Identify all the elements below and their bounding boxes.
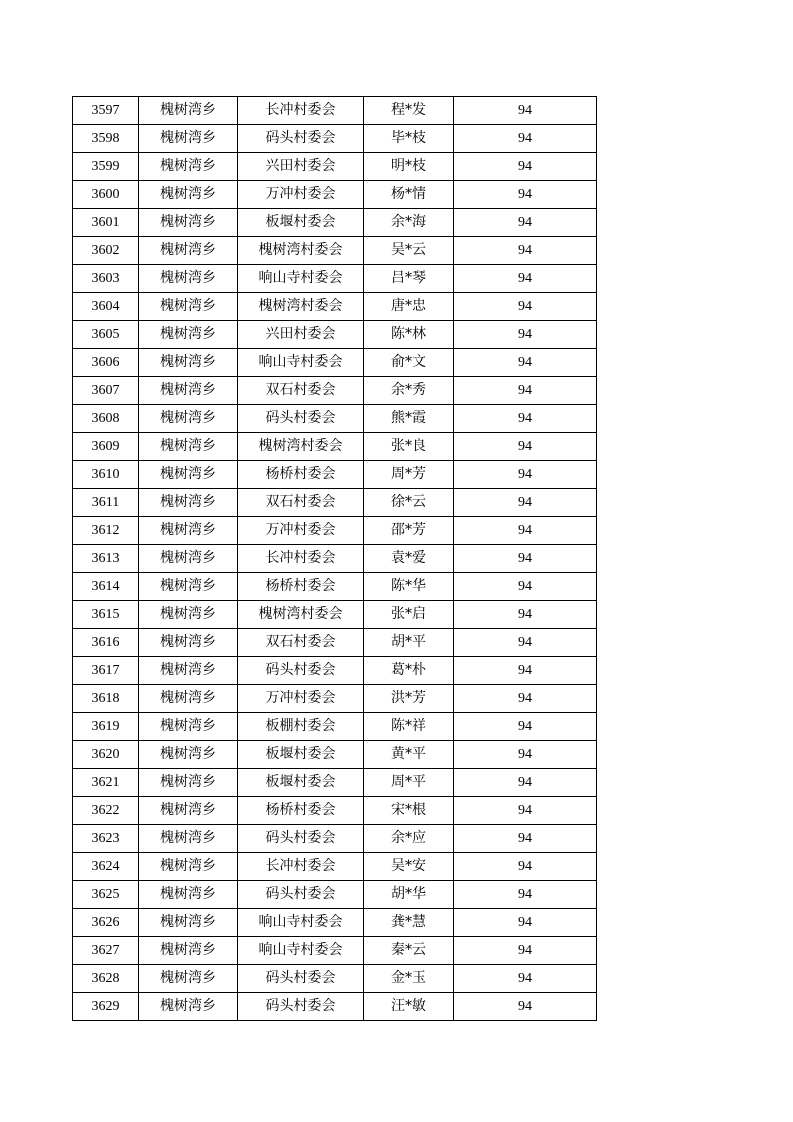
village-committee-cell: 码头村委会 [238, 881, 364, 909]
score-cell: 94 [454, 573, 597, 601]
township-cell: 槐树湾乡 [139, 153, 238, 181]
township-cell: 槐树湾乡 [139, 433, 238, 461]
township-cell: 槐树湾乡 [139, 517, 238, 545]
village-committee-cell: 板堰村委会 [238, 769, 364, 797]
row-number-cell: 3597 [73, 97, 139, 125]
row-number-cell: 3626 [73, 909, 139, 937]
village-committee-cell: 响山寺村委会 [238, 265, 364, 293]
row-number-cell: 3611 [73, 489, 139, 517]
person-name-cell: 龚*慧 [364, 909, 454, 937]
person-name-cell: 陈*祥 [364, 713, 454, 741]
table-row [73, 545, 597, 573]
person-name-cell: 袁*爱 [364, 545, 454, 573]
township-cell: 槐树湾乡 [139, 377, 238, 405]
score-cell: 94 [454, 153, 597, 181]
village-committee-cell: 板堰村委会 [238, 209, 364, 237]
score-cell: 94 [454, 461, 597, 489]
row-number-cell: 3615 [73, 601, 139, 629]
row-number-cell: 3606 [73, 349, 139, 377]
score-cell: 94 [454, 601, 597, 629]
table-row [73, 405, 597, 433]
row-number-cell: 3598 [73, 125, 139, 153]
township-cell: 槐树湾乡 [139, 965, 238, 993]
table-row [73, 881, 597, 909]
township-cell: 槐树湾乡 [139, 825, 238, 853]
row-number-cell: 3627 [73, 937, 139, 965]
score-cell: 94 [454, 237, 597, 265]
village-committee-cell: 码头村委会 [238, 965, 364, 993]
row-number-cell: 3628 [73, 965, 139, 993]
village-committee-cell: 杨桥村委会 [238, 573, 364, 601]
township-cell: 槐树湾乡 [139, 237, 238, 265]
village-committee-cell: 码头村委会 [238, 405, 364, 433]
person-name-cell: 徐*云 [364, 489, 454, 517]
township-cell: 槐树湾乡 [139, 741, 238, 769]
village-committee-cell: 响山寺村委会 [238, 349, 364, 377]
row-number-cell: 3623 [73, 825, 139, 853]
row-number-cell: 3600 [73, 181, 139, 209]
table-row [73, 797, 597, 825]
score-cell: 94 [454, 405, 597, 433]
township-cell: 槐树湾乡 [139, 881, 238, 909]
village-committee-cell: 码头村委会 [238, 657, 364, 685]
table-row [73, 237, 597, 265]
row-number-cell: 3599 [73, 153, 139, 181]
table-row [73, 293, 597, 321]
row-number-cell: 3612 [73, 517, 139, 545]
table-row [73, 97, 597, 125]
score-cell: 94 [454, 433, 597, 461]
person-name-cell: 程*发 [364, 97, 454, 125]
person-name-cell: 毕*枝 [364, 125, 454, 153]
person-name-cell: 黄*平 [364, 741, 454, 769]
village-committee-cell: 兴田村委会 [238, 153, 364, 181]
person-name-cell: 葛*朴 [364, 657, 454, 685]
row-number-cell: 3621 [73, 769, 139, 797]
person-name-cell: 金*玉 [364, 965, 454, 993]
person-name-cell: 汪*敏 [364, 993, 454, 1021]
row-number-cell: 3629 [73, 993, 139, 1021]
score-cell: 94 [454, 657, 597, 685]
person-name-cell: 余*海 [364, 209, 454, 237]
village-committee-cell: 码头村委会 [238, 993, 364, 1021]
village-committee-cell: 槐树湾村委会 [238, 237, 364, 265]
township-cell: 槐树湾乡 [139, 489, 238, 517]
person-name-cell: 余*秀 [364, 377, 454, 405]
village-committee-cell: 板堰村委会 [238, 741, 364, 769]
township-cell: 槐树湾乡 [139, 349, 238, 377]
score-cell: 94 [454, 97, 597, 125]
person-name-cell: 周*芳 [364, 461, 454, 489]
table-row [73, 125, 597, 153]
score-cell: 94 [454, 685, 597, 713]
township-cell: 槐树湾乡 [139, 797, 238, 825]
township-cell: 槐树湾乡 [139, 545, 238, 573]
table-row [73, 321, 597, 349]
table-row [73, 181, 597, 209]
township-cell: 槐树湾乡 [139, 265, 238, 293]
row-number-cell: 3609 [73, 433, 139, 461]
township-cell: 槐树湾乡 [139, 125, 238, 153]
score-cell: 94 [454, 517, 597, 545]
township-cell: 槐树湾乡 [139, 321, 238, 349]
township-cell: 槐树湾乡 [139, 909, 238, 937]
data-table [72, 96, 597, 1021]
score-cell: 94 [454, 489, 597, 517]
person-name-cell: 张*启 [364, 601, 454, 629]
score-cell: 94 [454, 265, 597, 293]
village-committee-cell: 板棚村委会 [238, 713, 364, 741]
person-name-cell: 周*平 [364, 769, 454, 797]
table-row [73, 377, 597, 405]
person-name-cell: 胡*华 [364, 881, 454, 909]
township-cell: 槐树湾乡 [139, 993, 238, 1021]
person-name-cell: 熊*霞 [364, 405, 454, 433]
row-number-cell: 3620 [73, 741, 139, 769]
village-committee-cell: 槐树湾村委会 [238, 293, 364, 321]
score-cell: 94 [454, 545, 597, 573]
table-row [73, 573, 597, 601]
table-row [73, 909, 597, 937]
table-row [73, 489, 597, 517]
score-cell: 94 [454, 293, 597, 321]
village-committee-cell: 杨桥村委会 [238, 797, 364, 825]
table-row [73, 741, 597, 769]
village-committee-cell: 长冲村委会 [238, 545, 364, 573]
table-row [73, 713, 597, 741]
person-name-cell: 陈*林 [364, 321, 454, 349]
score-cell: 94 [454, 713, 597, 741]
township-cell: 槐树湾乡 [139, 209, 238, 237]
table-row [73, 153, 597, 181]
table-row [73, 937, 597, 965]
table-body [73, 97, 597, 1021]
township-cell: 槐树湾乡 [139, 657, 238, 685]
table-row [73, 209, 597, 237]
table-row [73, 349, 597, 377]
village-committee-cell: 码头村委会 [238, 825, 364, 853]
person-name-cell: 明*枝 [364, 153, 454, 181]
table-row [73, 657, 597, 685]
row-number-cell: 3604 [73, 293, 139, 321]
village-committee-cell: 兴田村委会 [238, 321, 364, 349]
score-cell: 94 [454, 881, 597, 909]
township-cell: 槐树湾乡 [139, 685, 238, 713]
person-name-cell: 张*良 [364, 433, 454, 461]
row-number-cell: 3603 [73, 265, 139, 293]
score-cell: 94 [454, 769, 597, 797]
village-committee-cell: 响山寺村委会 [238, 937, 364, 965]
table-row [73, 769, 597, 797]
person-name-cell: 洪*芳 [364, 685, 454, 713]
township-cell: 槐树湾乡 [139, 293, 238, 321]
score-cell: 94 [454, 825, 597, 853]
village-committee-cell: 杨桥村委会 [238, 461, 364, 489]
row-number-cell: 3614 [73, 573, 139, 601]
township-cell: 槐树湾乡 [139, 573, 238, 601]
row-number-cell: 3625 [73, 881, 139, 909]
person-name-cell: 余*应 [364, 825, 454, 853]
row-number-cell: 3616 [73, 629, 139, 657]
township-cell: 槐树湾乡 [139, 853, 238, 881]
township-cell: 槐树湾乡 [139, 937, 238, 965]
person-name-cell: 唐*忠 [364, 293, 454, 321]
table-row [73, 853, 597, 881]
row-number-cell: 3601 [73, 209, 139, 237]
row-number-cell: 3622 [73, 797, 139, 825]
person-name-cell: 俞*文 [364, 349, 454, 377]
table-row [73, 517, 597, 545]
row-number-cell: 3624 [73, 853, 139, 881]
township-cell: 槐树湾乡 [139, 629, 238, 657]
township-cell: 槐树湾乡 [139, 461, 238, 489]
person-name-cell: 吕*琴 [364, 265, 454, 293]
score-cell: 94 [454, 321, 597, 349]
village-committee-cell: 万冲村委会 [238, 685, 364, 713]
row-number-cell: 3610 [73, 461, 139, 489]
village-committee-cell: 槐树湾村委会 [238, 601, 364, 629]
score-cell: 94 [454, 909, 597, 937]
village-committee-cell: 万冲村委会 [238, 517, 364, 545]
score-cell: 94 [454, 937, 597, 965]
score-cell: 94 [454, 349, 597, 377]
score-cell: 94 [454, 377, 597, 405]
township-cell: 槐树湾乡 [139, 405, 238, 433]
village-committee-cell: 双石村委会 [238, 629, 364, 657]
row-number-cell: 3617 [73, 657, 139, 685]
person-name-cell: 胡*平 [364, 629, 454, 657]
person-name-cell: 吴*安 [364, 853, 454, 881]
township-cell: 槐树湾乡 [139, 601, 238, 629]
table-row [73, 993, 597, 1021]
table-row [73, 825, 597, 853]
table-row [73, 629, 597, 657]
table-row [73, 461, 597, 489]
table-row [73, 601, 597, 629]
row-number-cell: 3619 [73, 713, 139, 741]
table-row [73, 433, 597, 461]
person-name-cell: 秦*云 [364, 937, 454, 965]
score-cell: 94 [454, 629, 597, 657]
village-committee-cell: 槐树湾村委会 [238, 433, 364, 461]
person-name-cell: 宋*根 [364, 797, 454, 825]
township-cell: 槐树湾乡 [139, 181, 238, 209]
person-name-cell: 杨*情 [364, 181, 454, 209]
score-cell: 94 [454, 181, 597, 209]
village-committee-cell: 长冲村委会 [238, 853, 364, 881]
village-committee-cell: 双石村委会 [238, 489, 364, 517]
village-committee-cell: 码头村委会 [238, 125, 364, 153]
table-row [73, 265, 597, 293]
person-name-cell: 邵*芳 [364, 517, 454, 545]
score-cell: 94 [454, 853, 597, 881]
row-number-cell: 3607 [73, 377, 139, 405]
row-number-cell: 3618 [73, 685, 139, 713]
township-cell: 槐树湾乡 [139, 769, 238, 797]
score-cell: 94 [454, 965, 597, 993]
person-name-cell: 吴*云 [364, 237, 454, 265]
row-number-cell: 3613 [73, 545, 139, 573]
row-number-cell: 3605 [73, 321, 139, 349]
village-committee-cell: 长冲村委会 [238, 97, 364, 125]
person-name-cell: 陈*华 [364, 573, 454, 601]
score-cell: 94 [454, 209, 597, 237]
row-number-cell: 3602 [73, 237, 139, 265]
score-cell: 94 [454, 125, 597, 153]
township-cell: 槐树湾乡 [139, 97, 238, 125]
score-cell: 94 [454, 741, 597, 769]
table-row [73, 685, 597, 713]
village-committee-cell: 万冲村委会 [238, 181, 364, 209]
score-cell: 94 [454, 993, 597, 1021]
village-committee-cell: 双石村委会 [238, 377, 364, 405]
township-cell: 槐树湾乡 [139, 713, 238, 741]
table-row [73, 965, 597, 993]
row-number-cell: 3608 [73, 405, 139, 433]
score-cell: 94 [454, 797, 597, 825]
village-committee-cell: 响山寺村委会 [238, 909, 364, 937]
